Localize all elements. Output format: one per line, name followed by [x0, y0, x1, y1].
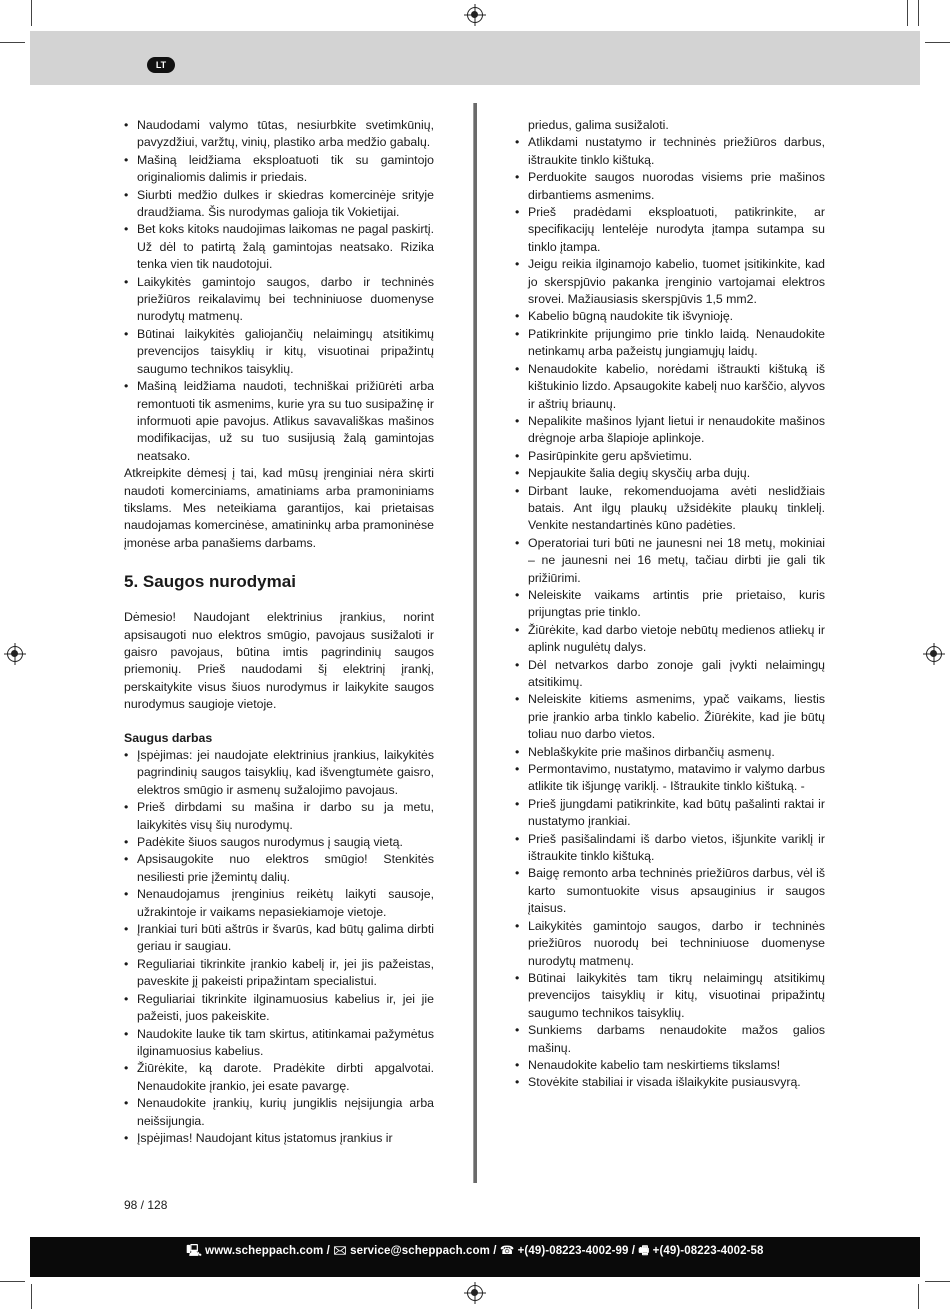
list-item: • Nepjaukite šalia degių skysčių arba dujų.	[515, 465, 825, 482]
crop-mark	[907, 0, 908, 26]
list-item: • Nenaudojamus įrenginius reikėtų laikyti sausoje, užrakintoje ir vaikams nepasiekiamoje vietoje.	[124, 886, 434, 921]
list-item: • Apsisaugokite nuo elektros smūgio! Stenkitės nesiliesti prie įžemintų dalių.	[124, 851, 434, 886]
list-item: • Prieš pasišalindami iš darbo vietos, išjunkite variklį ir ištraukite tinklo kištuką.	[515, 831, 825, 866]
registration-mark-icon	[926, 646, 942, 662]
list-item: • Žiūrėkite, ką darote. Pradėkite dirbti apgalvotai. Nenaudokite įrankio, jei esate pavargę.	[124, 1060, 434, 1095]
list-item: • Nepalikite mašinos lyjant lietui ir nenaudokite mašinos drėgnoje arba šlapioje aplinkoje.	[515, 413, 825, 448]
list-item: • Siurbti medžio dulkes ir skiedras komercinėje srityje draudžiama. Šis nurodymas galioja tik Vokietijai.	[124, 187, 434, 222]
registration-mark-icon	[7, 646, 23, 662]
registration-mark-icon	[467, 1285, 483, 1301]
left-column	[124, 117, 434, 1147]
right-column	[515, 117, 825, 1092]
list-item: • Padėkite šiuos saugos nurodymus į saugią vietą.	[124, 834, 434, 851]
list-item: • Mašiną leidžiama naudoti, techniškai prižiūrėti arba remontuoti tik asmenims, kurie yra su tuo susipažinę ir informuoti apie pavojus. Atlikus savavališkas mašinos modifikacijas, už su tuo susijusią žalą gamintojas neatsako.	[124, 378, 434, 465]
list-item: • Laikykitės gamintojo saugos, darbo ir techninės priežiūros nuorodų bei techniniuose duomenyse nurodytų matmenų.	[515, 918, 825, 970]
crop-mark	[31, 0, 32, 26]
crop-mark	[31, 1284, 32, 1309]
list-item: • Neblaškykite prie mašinos dirbančių asmenų.	[515, 744, 825, 761]
registration-mark-icon	[467, 7, 483, 23]
safe-work-list	[124, 747, 434, 1147]
list-item: • Perduokite saugos nuorodas visiems prie mašinos dirbantiems asmenims.	[515, 169, 825, 204]
language-badge: LT	[147, 57, 175, 73]
crop-mark	[925, 42, 950, 43]
list-item: • Dirbant lauke, rekomenduojama avėti neslidžiais batais. Ant ilgų plaukų užsidėkite plaukų tinklelį. Venkite nestandartinės kūno padėties.	[515, 483, 825, 535]
safety-intro-paragraph: Dėmesio! Naudojant elektrinius įrankius, norint apsisaugoti nuo elektros smūgio, pavojaus susižaloti ir gaisro pavojaus, būtina imtis pagrindinių saugos priemonių. Prieš naudodami šį elektrinį įrankį, perskaitykite visus šiuos nurodymus ir laikykite saugos nurodymus saugioje vietoje.	[124, 610, 434, 712]
list-item: • Patikrinkite prijungimo prie tinklo laidą. Nenaudokite netinkamų arba pažeistų jungiamųjų laidų.	[515, 326, 825, 361]
list-item: • Stovėkite stabiliai ir visada išlaikykite pusiausvyrą.	[515, 1074, 825, 1091]
list-item: • Būtinai laikykitės tam tikrų nelaimingų atsitikimų prevencijos taisyklių ir kitų, visuotinai pripažintų saugumo technikos taisyklių.	[515, 970, 825, 1022]
list-item: • Žiūrėkite, kad darbo vietoje nebūtų medienos atliekų ir aplink nugulėtų dalys.	[515, 622, 825, 657]
list-item: • Atlikdami nustatymo ir techninės priežiūros darbus, ištraukite tinklo kištuką.	[515, 134, 825, 169]
crop-mark	[0, 42, 25, 43]
list-item: • Prieš dirbdami su mašina ir darbo su ja metu, laikykitės visų šių nurodymų.	[124, 799, 434, 834]
list-item: • Nenaudokite kabelio, norėdami ištraukti kištuką iš kištukinio lizdo. Apsaugokite kabelį nuo karščio, alyvos ir aštrių briaunų.	[515, 361, 825, 413]
crop-mark	[0, 1281, 25, 1282]
list-item: • Nenaudokite kabelio tam neskirtiems tikslams!	[515, 1057, 825, 1074]
crop-mark	[918, 1284, 919, 1309]
list-item: • Reguliariai tikrinkite ilginamuosius kabelius ir, jei jie pažeisti, juos pakeiskite.	[124, 991, 434, 1026]
list-item: • Neleiskite kitiems asmenims, ypač vaikams, liestis prie įrankio arba tinklo kabelio. Žiūrėkite, kad jie būtų toliau nuo darbo vietos.	[515, 691, 825, 743]
list-item: • Jeigu reikia ilginamojo kabelio, tuomet įsitikinkite, kad jo skerspjūvio pakanka įrenginio vartojamai elektros srovei. Mažiausiasis skerspjūvis 1,5 mm2.	[515, 256, 825, 308]
list-item: • Įspėjimas: jei naudojate elektrinius įrankius, laikykitės pagrindinių saugos taisyklių, kad išvengtumėte gaisro, elektros smūgio ir asmenų sužalojimo pavojaus.	[124, 747, 434, 799]
subheading: Saugus darbas	[124, 730, 213, 745]
column-divider	[473, 103, 477, 1183]
crop-mark	[918, 0, 919, 26]
list-item: • Operatoriai turi būti ne jaunesni nei 18 metų, mokiniai – ne jaunesni nei 16 metų, tačiau dirbti jie gali tik prižiūrimi.	[515, 535, 825, 587]
list-item: • Neleiskite vaikams artintis prie prietaiso, kuris prijungtas prie tinklo.	[515, 587, 825, 622]
list-item: • Baigę remonto arba techninės priežiūros darbus, vėl iš karto sumontuokite visus apsauginius ir saugos įtaisus.	[515, 865, 825, 917]
warranty-paragraph: Atkreipkite dėmesį į tai, kad mūsų įrenginiai nėra skirti naudoti komerciniams, amatiniams arba pramoniniams tikslams. Mes neteikiama garantijos, kai prietaisas naudojamas komercinėse, amatininkų arba pramoninėse įmonėse arba panašiems darbams.	[124, 466, 434, 550]
section-title: 5. Saugos nurodymai	[124, 572, 296, 592]
list-item-continuation: priedus, galima susižaloti.	[528, 118, 669, 132]
footer-contact-line: 🖳 www.scheppach.com / 🖂 service@scheppach.com / ☎ +(49)-08223-4002-99 / 🖷 +(49)-08223-4002-58	[186, 1245, 764, 1257]
list-item: • Naudodami valymo tūtas, nesiurbkite svetimkūnių, pavyzdžiui, varžtų, vinių, plastiko arba medžio gabalų.	[124, 117, 434, 152]
list-item: • Dėl netvarkos darbo zonoje gali įvykti nelaimingų atsitikimų.	[515, 657, 825, 692]
list-item: • Permontavimo, nustatymo, matavimo ir valymo darbus atlikite tik išjungę variklį. - Ištraukite tinklo kištuką. -	[515, 761, 825, 796]
list-item: • Mašiną leidžiama eksploatuoti tik su gamintojo originaliomis dalimis ir priedais.	[124, 152, 434, 187]
list-item: • Prieš pradėdami eksploatuoti, patikrinkite, ar specifikacijų lentelėje nurodyta įtampa sutampa su tinklo įtampa.	[515, 204, 825, 256]
footer-band	[30, 1237, 920, 1277]
list-item: • Nenaudokite įrankių, kurių jungiklis neįsijungia arba neišsijungia.	[124, 1095, 434, 1130]
crop-mark	[925, 1281, 950, 1282]
list-item: • Sunkiems darbams nenaudokite mažos galios mašinų.	[515, 1022, 825, 1057]
list-item: • Įspėjimas! Naudojant kitus įstatomus įrankius ir	[124, 1130, 434, 1147]
safe-work-list-continued	[515, 117, 825, 1092]
list-item: • Naudokite lauke tik tam skirtus, atitinkamai pažymėtus ilginamuosius kabelius.	[124, 1026, 434, 1061]
list-item: • Įrankiai turi būti aštrūs ir švarūs, kad būtų galima dirbti geriau ir saugiau.	[124, 921, 434, 956]
list-item: • Bet koks kitoks naudojimas laikomas ne pagal paskirtį. Už dėl to patirtą žalą gamintojas neatsako. Rizika tenka vien tik naudotojui.	[124, 221, 434, 273]
list-item: • Prieš įjungdami patikrinkite, kad būtų pašalinti raktai ir nustatymo įrankiai.	[515, 796, 825, 831]
list-item: • Reguliariai tikrinkite įrankio kabelį ir, jei jis pažeistas, paveskite jį pakeisti pripažintam specialistui.	[124, 956, 434, 991]
usage-list	[124, 117, 434, 465]
list-item: • Kabelio būgną naudokite tik išvynioję.	[515, 308, 825, 325]
list-item: • Pasirūpinkite geru apšvietimu.	[515, 448, 825, 465]
page-number: 98 / 128	[124, 1198, 168, 1212]
list-item: • Laikykitės gamintojo saugos, darbo ir techninės priežiūros reikalavimų bei techniniuose duomenyse nurodytų matmenų.	[124, 274, 434, 326]
list-item: • Būtinai laikykitės galiojančių nelaimingų atsitikimų prevencijos taisyklių ir kitų, visuotinai pripažintų saugumo technikos taisyklių.	[124, 326, 434, 378]
